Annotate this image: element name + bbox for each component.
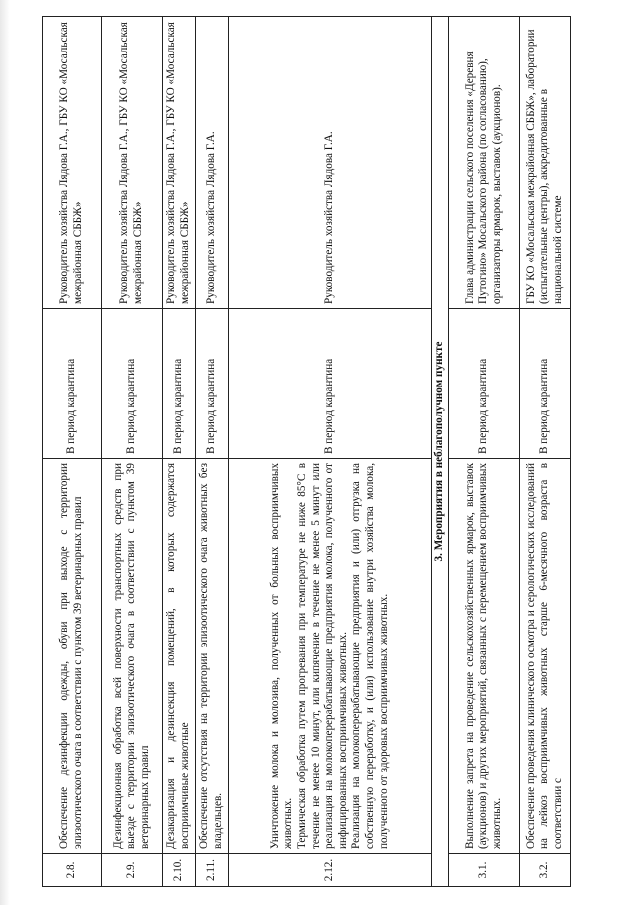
term-cell: В период карантина: [102, 309, 163, 459]
measure-paragraph: Уничтожение молока и молозива, полученных от больных восприимчивых животных.: [268, 463, 295, 849]
measure-cell: Дезинфекционная обработка всей поверхности транспортных средств при выезде с территории эпизоотического очага в соответствии с пунктом 39 ветеринарных правил: [102, 459, 163, 854]
measure-cell: Обеспечение проведения клинического осмотра и серологических исследований на лейкоз восприимчивых животных старше 6-месячного возраста в соответствии с: [520, 459, 571, 854]
scan-edge: [0, 0, 10, 905]
responsible-cell: Руководитель хозяйства Лядова Г.А., ГБУ КО «Мосальская межрайонная СББЖ»: [102, 17, 163, 309]
section-title: 3. Мероприятия в неблагополучном пункте: [432, 17, 449, 887]
measures-table: [42, 16, 571, 887]
term-cell: В период карантина: [229, 309, 432, 459]
section-header-row: [432, 17, 449, 887]
responsible-cell: ГБУ КО «Мосальская межрайонная СББЖ», лаборатории (испытательные центры), аккредитованные в национальной системе: [520, 17, 571, 309]
row-number: 2.10.: [163, 854, 196, 887]
responsible-cell: Глава администрации сельского поселения «Деревня Путогино» Мосальского района (по согласованию), организаторы ярмарок, выставок (аукционов).: [449, 17, 520, 309]
responsible-cell: Руководитель хозяйства Лядова Г.А.: [229, 17, 432, 309]
measure-cell: Обеспечение отсутствия на территории эпизоотического очага животных без владельцев.: [196, 459, 229, 854]
term-cell: В период карантина: [163, 309, 196, 459]
row-number: 2.11.: [196, 854, 229, 887]
measure-paragraph: Термическая обработка путем прогревания при температуре не ниже 85°С в течение не менее 10 минут, или кипячение в течение не менее 5 минут или реализация на молокоперерабатывающие предприятия молока, полученного от инфицированных восприимчивых животных.: [295, 463, 349, 849]
measure-cell: [229, 459, 432, 854]
term-cell: В период карантина: [449, 309, 520, 459]
measure-cell: Выполнение запрета на проведение сельскохозяйственных ярмарок, выставок (аукционов) и других мероприятий, связанных с перемещением восприимчивых животных.: [449, 459, 520, 854]
table-row: [102, 17, 163, 887]
row-number: 3.2.: [520, 854, 571, 887]
responsible-cell: Руководитель хозяйства Лядова Г.А., ГБУ КО «Мосальская межрайонная СББЖ»: [163, 17, 196, 309]
row-number: 3.1.: [449, 854, 520, 887]
table-row: [520, 17, 571, 887]
measure-cell: Обеспечение дезинфекции одежды, обуви при выходе с территории эпизоотического очага в соответствии с пунктом 39 ветеринарных правил: [43, 459, 102, 854]
measure-paragraph: Реализация на молокоперерабатывающие предприятия и (или) отгрузка на собственную переработку, и (или) использование внутри хозяйства молока, полученного от здоровых восприимчивых животных.: [350, 463, 390, 849]
term-cell: В период карантина: [43, 309, 102, 459]
responsible-cell: Руководитель хозяйства Лядова Г.А., ГБУ КО «Мосальская межрайонная СББЖ»: [43, 17, 102, 309]
row-number: 2.12.: [229, 854, 432, 887]
table-row: [196, 17, 229, 887]
table-row: [43, 17, 102, 887]
row-number: 2.8.: [43, 854, 102, 887]
term-cell: В период карантина: [520, 309, 571, 459]
row-number: 2.9.: [102, 854, 163, 887]
table-row: [229, 17, 432, 887]
rotated-sheet: [42, 17, 597, 887]
term-cell: В период карантина: [196, 309, 229, 459]
table-row: [449, 17, 520, 887]
responsible-cell: Руководитель хозяйства Лядова Г.А.: [196, 17, 229, 309]
table-row: [163, 17, 196, 887]
measure-cell: Дезакаризация и дезинсекция помещений, в которых содержатся восприимчивые животные: [163, 459, 196, 854]
